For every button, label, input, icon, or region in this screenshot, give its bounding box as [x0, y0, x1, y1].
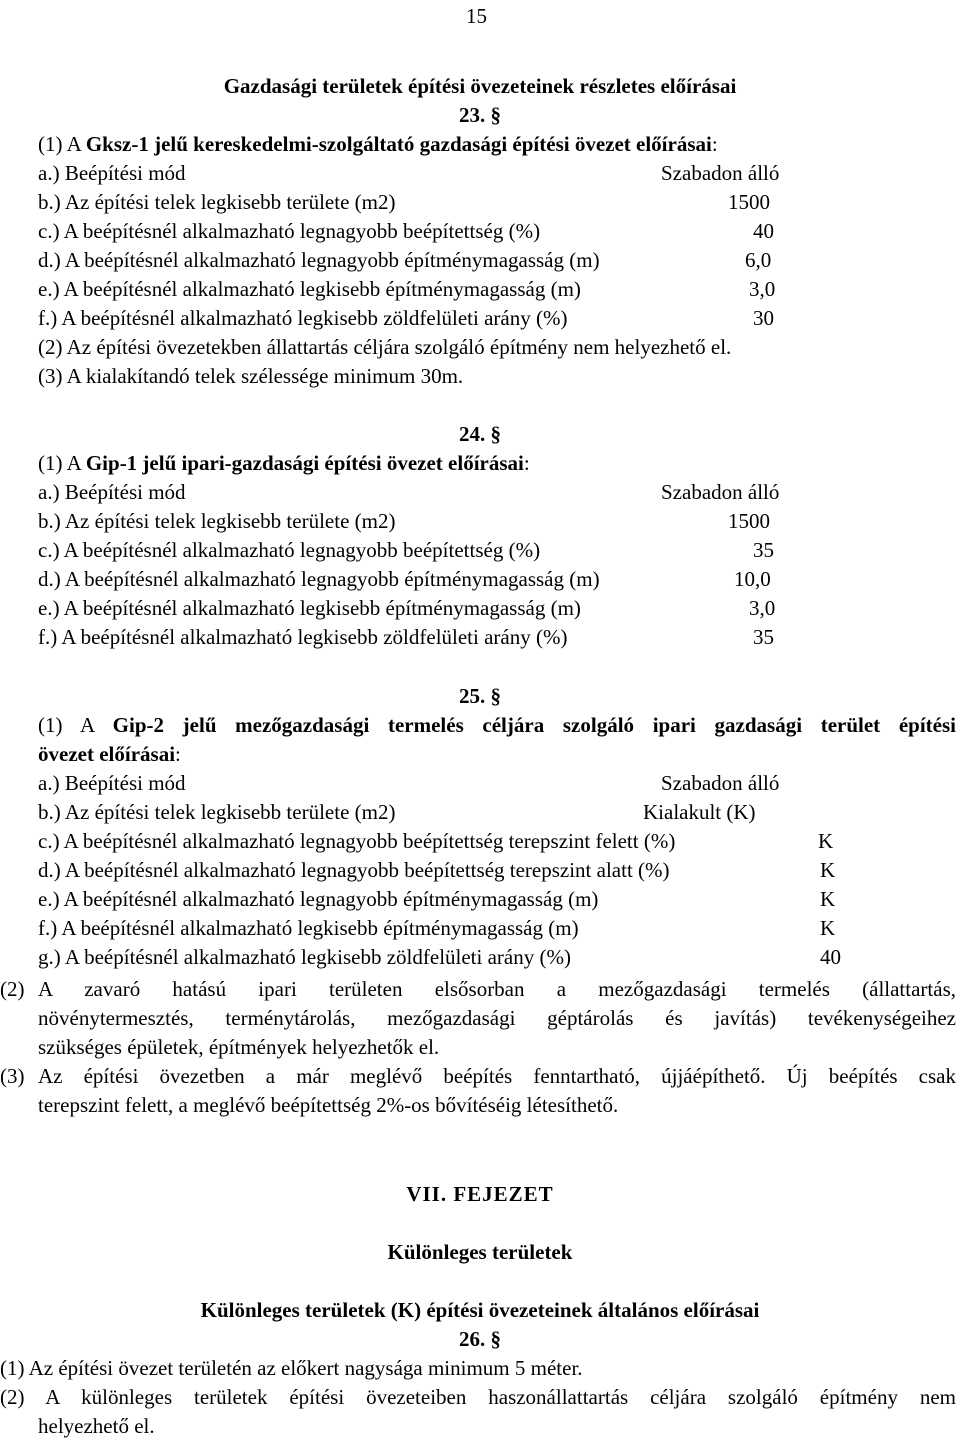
s23-row-f-value: 30	[753, 306, 774, 330]
s25-p1-zone-name-cont: övezet előírásai	[38, 742, 176, 766]
s25-row-g: g.) A beépítésnél alkalmazható legkisebb zöldfelületi arány (%)	[38, 945, 571, 969]
s23-row-b: b.) Az építési telek legkisebb területe (m2)	[38, 190, 396, 214]
s24-row-e: e.) A beépítésnél alkalmazható legkisebb építménymagasság (m)	[38, 596, 581, 620]
s23-row-d-value: 6,0	[745, 248, 772, 272]
s25-row-c-value: K	[818, 829, 834, 853]
s25-p1-zone-name: Gip-2 jelű mezőgazdasági termelés céljára szolgáló ipari gazdasági terület építési	[112, 713, 956, 737]
s24-p1-prefix: (1) A	[38, 451, 86, 475]
s26-p2-line2: helyezhető el.	[38, 1414, 155, 1438]
s23-row-b-value: 1500	[728, 190, 770, 214]
s24-row-f: f.) A beépítésnél alkalmazható legkisebb zöldfelületi arány (%)	[38, 625, 568, 649]
s23-row-a: a.) Beépítési mód	[38, 161, 186, 185]
s23-row-e-value: 3,0	[749, 277, 776, 301]
s23-p2: (2) Az építési övezetekben állattartás céljára szolgáló építmény nem helyezhető el.	[38, 335, 732, 359]
s25-p1-colon: :	[175, 742, 181, 766]
s25-p2-line3: szükséges épületek, építmények helyezhetők el.	[38, 1035, 440, 1059]
s24-p1-colon: :	[523, 451, 530, 475]
s24-row-a: a.) Beépítési mód	[38, 480, 186, 504]
paragraph-heading-26: 26. §	[459, 1327, 501, 1351]
s23-row-a-value: Szabadon álló	[661, 161, 780, 185]
s25-p1-line1	[38, 711, 956, 740]
s25-row-a: a.) Beépítési mód	[38, 771, 186, 795]
s24-row-f-value: 35	[753, 625, 774, 649]
paragraph-heading-24: 24. §	[459, 422, 501, 446]
s25-p1-line2	[38, 740, 181, 769]
page-number: 15	[466, 4, 487, 28]
s23-row-c-value: 40	[753, 219, 774, 243]
s24-row-e-value: 3,0	[749, 596, 776, 620]
section-title-kulonleges: Különleges területek (K) építési övezeteinek általános előírásai	[200, 1298, 760, 1322]
s24-row-b: b.) Az építési telek legkisebb területe (m2)	[38, 509, 396, 533]
s25-row-b: b.) Az építési telek legkisebb területe (m2)	[38, 800, 396, 824]
s25-row-e: e.) A beépítésnél alkalmazható legnagyobb építménymagasság (m)	[38, 887, 599, 911]
s23-p1-prefix: (1) A	[38, 132, 86, 156]
s23-row-e: e.) A beépítésnél alkalmazható legkisebb építménymagasság (m)	[38, 277, 581, 301]
s25-p2-number: (2)	[0, 977, 25, 1001]
s25-p3-line1: Az építési övezetben a már meglévő beépítés fenntartható, újjáépíthető. Új beépítés csak	[38, 1064, 956, 1088]
s26-p2-line1: (2) A különleges területek építési övezeteiben haszonállattartás céljára szolgáló építmény nem	[0, 1385, 956, 1409]
s25-row-b-value: Kialakult (K)	[643, 800, 756, 824]
s25-row-f-value: K	[820, 916, 836, 940]
s23-row-d: d.) A beépítésnél alkalmazható legnagyobb építménymagasság (m)	[38, 248, 600, 272]
s24-row-b-value: 1500	[728, 509, 770, 533]
s25-p3-line2: terepszint felett, a meglévő beépítettség 2%-os bővítéséig létesíthető.	[38, 1093, 619, 1117]
s25-p1-prefix: (1) A	[38, 713, 113, 737]
s23-row-c: c.) A beépítésnél alkalmazható legnagyobb beépítettség (%)	[38, 219, 541, 243]
paragraph-heading-25: 25. §	[459, 684, 501, 708]
s25-row-d: d.) A beépítésnél alkalmazható legnagyobb beépítettség terepszint alatt (%)	[38, 858, 670, 882]
s25-row-a-value: Szabadon álló	[661, 771, 780, 795]
paragraph-heading-23: 23. §	[459, 103, 501, 127]
s23-p1-colon: :	[711, 132, 718, 156]
s25-row-c: c.) A beépítésnél alkalmazható legnagyobb beépítettség terepszint felett (%)	[38, 829, 676, 853]
chapter-subtitle: Különleges területek	[387, 1240, 573, 1264]
s24-row-d: d.) A beépítésnél alkalmazható legnagyobb építménymagasság (m)	[38, 567, 600, 591]
s25-row-e-value: K	[820, 887, 836, 911]
s24-p1	[38, 449, 530, 478]
s23-p3: (3) A kialakítandó telek szélessége minimum 30m.	[38, 364, 464, 388]
s23-p1-zone-name: Gksz-1 jelű kereskedelmi-szolgáltató gazdasági építési övezet előírásai	[85, 132, 712, 156]
chapter-title: VII. FEJEZET	[406, 1182, 554, 1206]
s23-row-f: f.) A beépítésnél alkalmazható legkisebb zöldfelületi arány (%)	[38, 306, 568, 330]
section-title-gazdasagi: Gazdasági területek építési övezeteinek részletes előírásai	[223, 74, 737, 98]
s25-row-g-value: 40	[820, 945, 841, 969]
s24-row-c: c.) A beépítésnél alkalmazható legnagyobb beépítettség (%)	[38, 538, 541, 562]
s26-p1: (1) Az építési övezet területén az előkert nagysága minimum 5 méter.	[0, 1356, 583, 1380]
s25-p3-number: (3)	[0, 1064, 25, 1088]
s25-p2-line2: növénytermesztés, terménytárolás, mezőgazdasági géptárolás és javítás) tevékenységeihez	[38, 1006, 956, 1030]
s24-row-d-value: 10,0	[734, 567, 771, 591]
s25-row-d-value: K	[820, 858, 836, 882]
s24-p1-zone-name: Gip-1 jelű ipari-gazdasági építési övezet előírásai	[85, 451, 524, 475]
s23-p1	[38, 130, 718, 159]
s24-row-a-value: Szabadon álló	[661, 480, 780, 504]
s24-row-c-value: 35	[753, 538, 774, 562]
s25-row-f: f.) A beépítésnél alkalmazható legkisebb építménymagasság (m)	[38, 916, 579, 940]
s25-p2-line1: A zavaró hatású ipari területen elsősorban a mezőgazdasági termelés (állattartás,	[38, 977, 956, 1001]
